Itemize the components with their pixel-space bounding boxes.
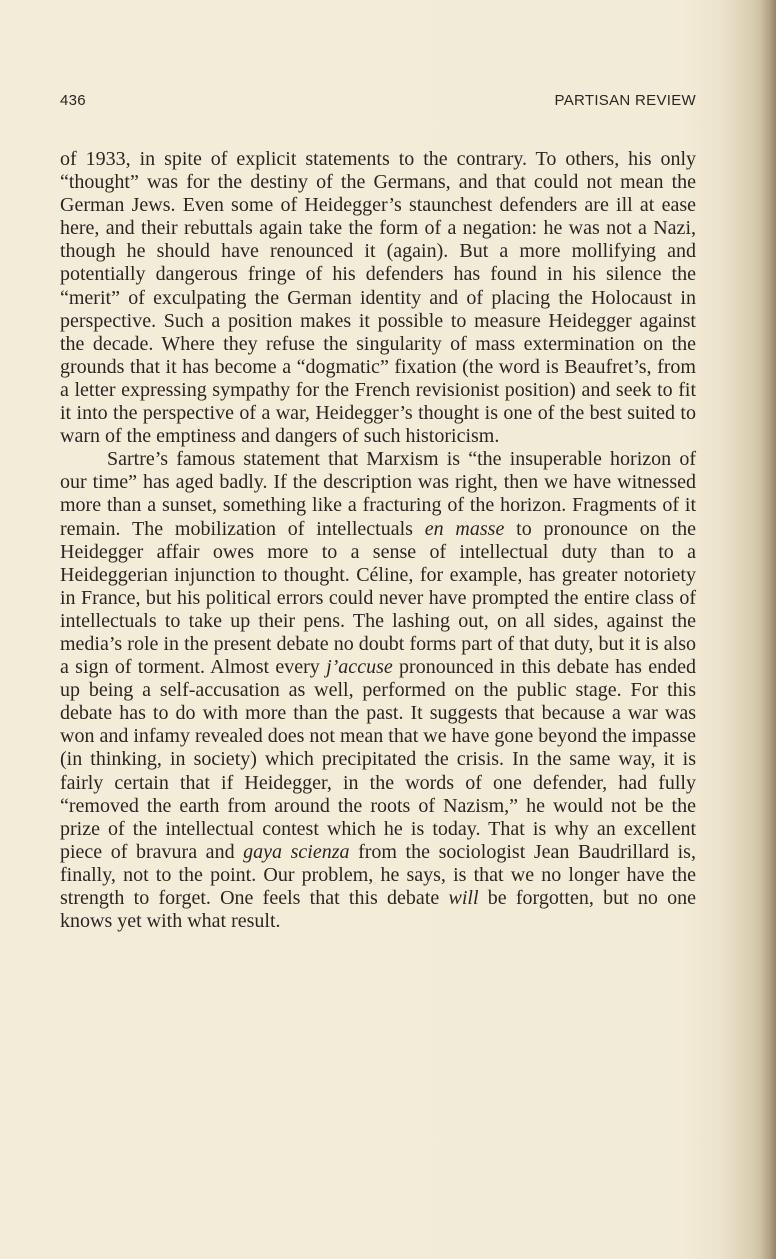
paragraph-2-text-c: pronounced in this debate has ended up being a self-accusation as well, performed on the public stage. For this debate has to do with more than the past. It suggests that because a war was won and infamy revealed does not mean that we have gone beyond the impasse (in thinking, in society) which precipitated the crisis. In the same way, it is fairly certain that if Heidegger, in the words of one defender, had fully “removed the earth from around the roots of Nazism,” he would not be the prize of the intellectual contest which he is today. That is why an excellent piece of bravura and bbox=[60, 656, 697, 863]
italic-jaccuse: j’accuse bbox=[326, 656, 393, 679]
italic-gaya-scienza: gaya scienza bbox=[243, 840, 350, 863]
italic-will: will bbox=[448, 887, 479, 909]
running-head bbox=[60, 92, 696, 116]
paragraph-2 bbox=[60, 448, 696, 933]
paragraph-1 bbox=[60, 148, 696, 448]
paragraph-1-text: of 1933, in spite of explicit statements to the contrary. To others, his only “thought” was for the destiny of the Germans, and that could not mean the German Jews. Even some of Heidegger’s staunchest defenders are ill at ease here, and their rebuttals again take the form of a negation: he was not a Nazi, though he should have renounced it (again). But a more mollifying and potentially dangerous fringe of his defenders has found in his silence the “merit” of exculpating the German identity and of placing the Holocaust in perspective. Such a position makes it possible to measure Heidegger against the decade. Where they refuse the singularity of mass extermination on the grounds that it has become a “dogmatic” fixation (the word is Beaufret’s, from a letter expressing sympathy for the French revisionist position) and seek to fit it into the perspective of a war, Heidegger’s thought is one of the best suited to warn of the emptiness and dangers of such historicism. bbox=[60, 148, 696, 448]
paragraph-2-text-a: Sartre’s famous statement that Marxism is “the insuperable horizon of our time” has aged badly. If the description was right, then we have witnessed more than a sunset, something like a fracturing of the horizon. Fragments of it remain. The mobilization of intellectuals bbox=[60, 448, 696, 540]
paragraph-2-text-d: from the sociologist Jean Baudrillard is, finally, not to the point. Our problem, he says, is that we no longer have the strength to forget. One feels that this debate bbox=[60, 840, 696, 909]
page-number: 436 bbox=[60, 92, 86, 109]
journal-title: PARTISAN REVIEW bbox=[554, 92, 696, 109]
body-text bbox=[60, 148, 696, 933]
italic-en-masse: en masse bbox=[424, 517, 505, 540]
paragraph-2-text-b: to pronounce on the Heidegger affair owes more to a sense of intellectual duty than to a Heideggerian injunction to thought. Céline, for example, has greater notoriety in France, but his political errors could never have prompted the entire class of intellectuals to take up their pens. The lashing out, on all sides, against the media’s role in the present debate no doubt forms part of that duty, but it is also a sign of torment. Almost every bbox=[60, 517, 697, 679]
paragraph-2-text-e: be forgotten, but no one knows yet with what result. bbox=[60, 887, 697, 933]
page-edge-shadow bbox=[760, 0, 776, 1259]
